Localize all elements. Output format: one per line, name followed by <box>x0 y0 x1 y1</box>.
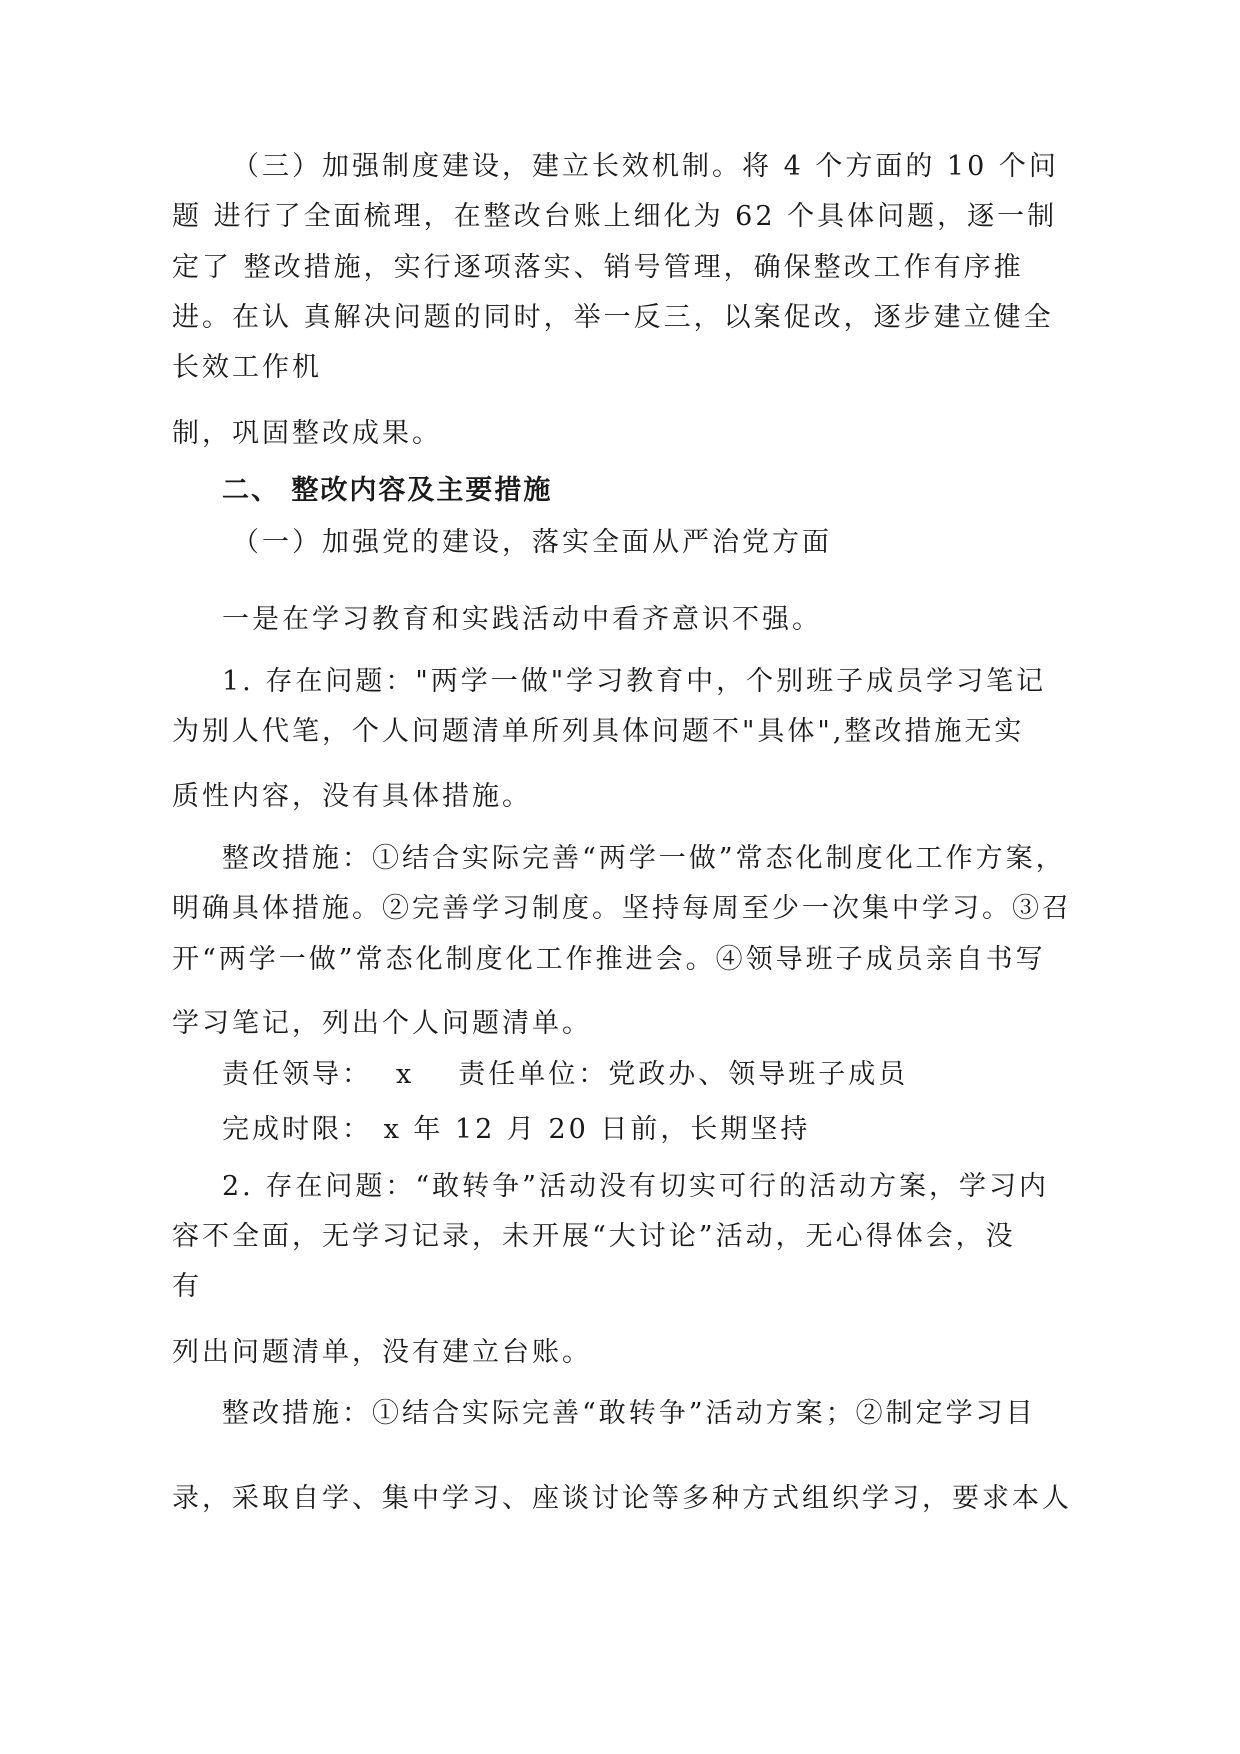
paragraph-line: 整改措施：①结合实际完善“敢转争”活动方案；②制定学习目 <box>222 1398 1036 1429</box>
paragraph-line: 1. 存在问题："两学一做"学习教育中，个别班子成员学习笔记 <box>222 666 1047 697</box>
paragraph-line: 明确具体措施。②完善学习制度。坚持每周至少一次集中学习。③召 <box>172 893 1072 924</box>
paragraph-line: 长效工作机 <box>172 352 322 383</box>
paragraph-line: 一是在学习教育和实践活动中看齐意识不强。 <box>222 604 822 635</box>
paragraph-line: 为别人代笔，个人问题清单所列具体问题不"具体",整改措施无实 <box>172 716 1025 747</box>
paragraph-line: 制，巩固整改成果。 <box>172 418 442 449</box>
paragraph-line: 列出问题清单，没有建立台账。 <box>172 1337 592 1368</box>
responsible-unit-label: 责任单位： <box>458 1059 609 1090</box>
paragraph-line: 质性内容，没有具体措施。 <box>172 781 532 812</box>
responsible-leader-value: x <box>396 1059 415 1090</box>
paragraph-line: 题 进行了全面梳理，在整改台账上细化为 62 个具体问题，逐一制 <box>172 201 1058 232</box>
subsection-heading: （一）加强党的建设，落实全面从严治党方面 <box>232 527 832 558</box>
paragraph-line: 录，采取自学、集中学习、座谈讨论等多种方式组织学习，要求本人 <box>172 1483 1072 1514</box>
paragraph-line: 进。在认 真解决问题的同时，举一反三，以案促改，逐步建立健全 <box>172 302 1054 333</box>
section-heading: 二、 整改内容及主要措施 <box>222 475 553 506</box>
paragraph-line: 2. 存在问题：“敢转争”活动没有切实可行的活动方案，学习内 <box>222 1171 1049 1202</box>
responsibility-line <box>222 1058 908 1092</box>
paragraph-line: （三）加强制度建设，建立长效机制。将 4 个方面的 10 个问 <box>232 151 1059 182</box>
paragraph-line: 开“两学一做”常态化制度化工作推进会。④领导班子成员亲自书写 <box>172 944 1046 975</box>
responsible-leader-label: 责任领导： <box>222 1059 372 1090</box>
responsible-unit-value: 党政办、领导班子成员 <box>608 1059 909 1090</box>
paragraph-line: 容不全面，无学习记录，未开展“大讨论”活动，无心得体会，没 <box>172 1221 1016 1252</box>
paragraph-line: 整改措施：①结合实际完善“两学一做”常态化制度化工作方案， <box>222 843 1066 874</box>
paragraph-line: 学习笔记，列出个人问题清单。 <box>172 1008 592 1039</box>
deadline-line: 完成时限： x 年 12 月 20 日前，长期坚持 <box>222 1114 811 1145</box>
paragraph-line: 定了 整改措施，实行逐项落实、销号管理，确保整改工作有序推 <box>172 252 1024 283</box>
paragraph-line: 有 <box>172 1271 202 1302</box>
